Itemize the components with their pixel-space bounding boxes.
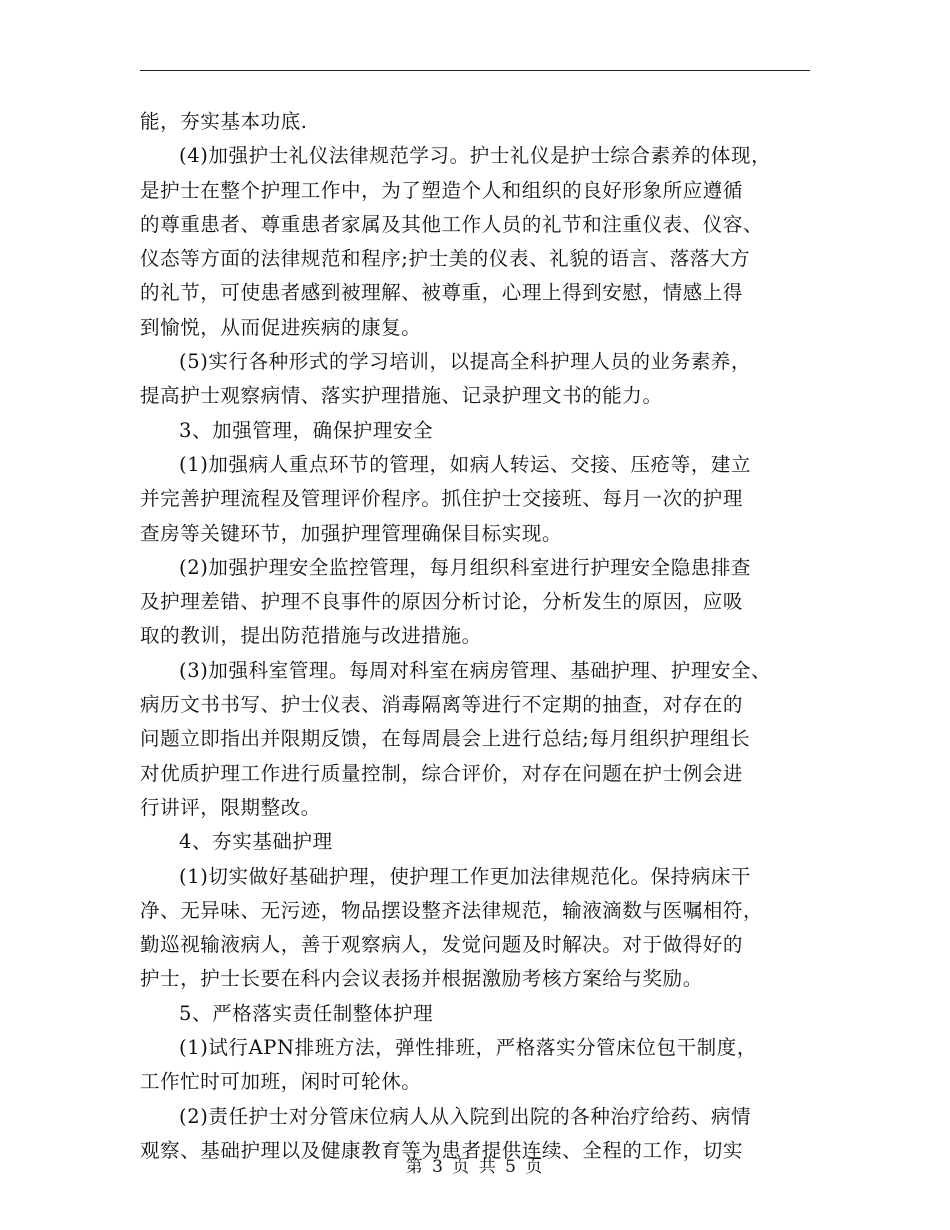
text-line: 查房等关键环节，加强护理管理确保目标实现。 xyxy=(140,521,563,545)
text-line: 勤巡视输液病人，善于观察病人，发觉问题及时解决。对于做得好的 xyxy=(140,933,744,957)
text-line: 能，夯实基本功底. xyxy=(140,110,308,133)
text-line: (1)加强病人重点环节的管理，如病人转运、交接、压疮等，建立 xyxy=(179,452,752,476)
text-line: 的礼节，可使患者感到被理解、被尊重，心理上得到安慰，情感上得 xyxy=(140,281,744,305)
text-line: 及护理差错、护理不良事件的原因分析讨论，分析发生的原因，应吸 xyxy=(140,590,744,614)
text-line: 4、夯实基础护理 xyxy=(179,830,333,854)
page-footer: 第 3 页 共 5 页 xyxy=(405,1157,545,1177)
text-line: 行讲评，限期整改。 xyxy=(140,795,321,819)
text-line: 到愉悦，从而促进疾病的康复。 xyxy=(140,315,422,339)
text-line: 工作忙时可加班，闲时可轮休。 xyxy=(140,1070,422,1094)
text-line: (5)实行各种形式的学习培训，以提高全科护理人员的业务素养， xyxy=(179,350,752,374)
text-line: 护士，护士长要在科内会议表扬并根据激励考核方案给与奖励。 xyxy=(140,967,703,991)
text-line: 观察、基础护理以及健康教育等为患者提供连续、全程的工作，切实 xyxy=(140,1138,744,1162)
text-line: (1)切实做好基础护理，使护理工作更加法律规范化。保持病床干 xyxy=(179,864,752,888)
text-line: 取的教训，提出防范措施与改进措施。 xyxy=(140,624,482,648)
text-line: 提高护士观察病情、落实护理措施、记录护理文书的能力。 xyxy=(140,384,663,408)
text-line: 3、加强管理，确保护理安全 xyxy=(179,418,434,442)
text-line: (3)加强科室管理。每周对科室在病房管理、基础护理、护理安全、 xyxy=(179,658,772,682)
text-line: 净、无异味、无污迹，物品摆设整齐法律规范，输液滴数与医嘱相符， xyxy=(140,898,764,922)
document-body xyxy=(140,105,830,1168)
text-line: 对优质护理工作进行质量控制，综合评价，对存在问题在护士例会进 xyxy=(140,761,744,785)
text-line: (2)加强护理安全监控管理，每月组织科室进行护理安全隐患排查 xyxy=(179,555,752,579)
text-line: 的尊重患者、尊重患者家属及其他工作人员的礼节和注重仪表、仪容、 xyxy=(140,212,764,236)
text-line: 仪态等方面的法律规范和程序;护士美的仪表、礼貌的语言、落落大方 xyxy=(140,247,751,271)
text-line: 问题立即指出并限期反馈，在每周晨会上进行总结;每月组织护理组长 xyxy=(140,727,751,751)
text-line: 病历文书书写、护士仪表、消毒隔离等进行不定期的抽查，对存在的 xyxy=(140,693,744,717)
text-line: (2)责任护士对分管床位病人从入院到出院的各种治疗给药、病情 xyxy=(179,1104,752,1128)
text-line: 5、严格落实责任制整体护理 xyxy=(179,1001,434,1025)
text-line: 并完善护理流程及管理评价程序。抓住护士交接班、每月一次的护理 xyxy=(140,487,744,511)
text-line: (1)试行APN排班方法，弹性排班，严格落实分管床位包干制度， xyxy=(179,1036,757,1060)
text-line: 是护士在整个护理工作中，为了塑造个人和组织的良好形象所应遵循 xyxy=(140,178,744,202)
text-line: (4)加强护士礼仪法律规范学习。护士礼仪是护士综合素养的体现， xyxy=(179,144,772,168)
header-rule xyxy=(140,70,810,71)
